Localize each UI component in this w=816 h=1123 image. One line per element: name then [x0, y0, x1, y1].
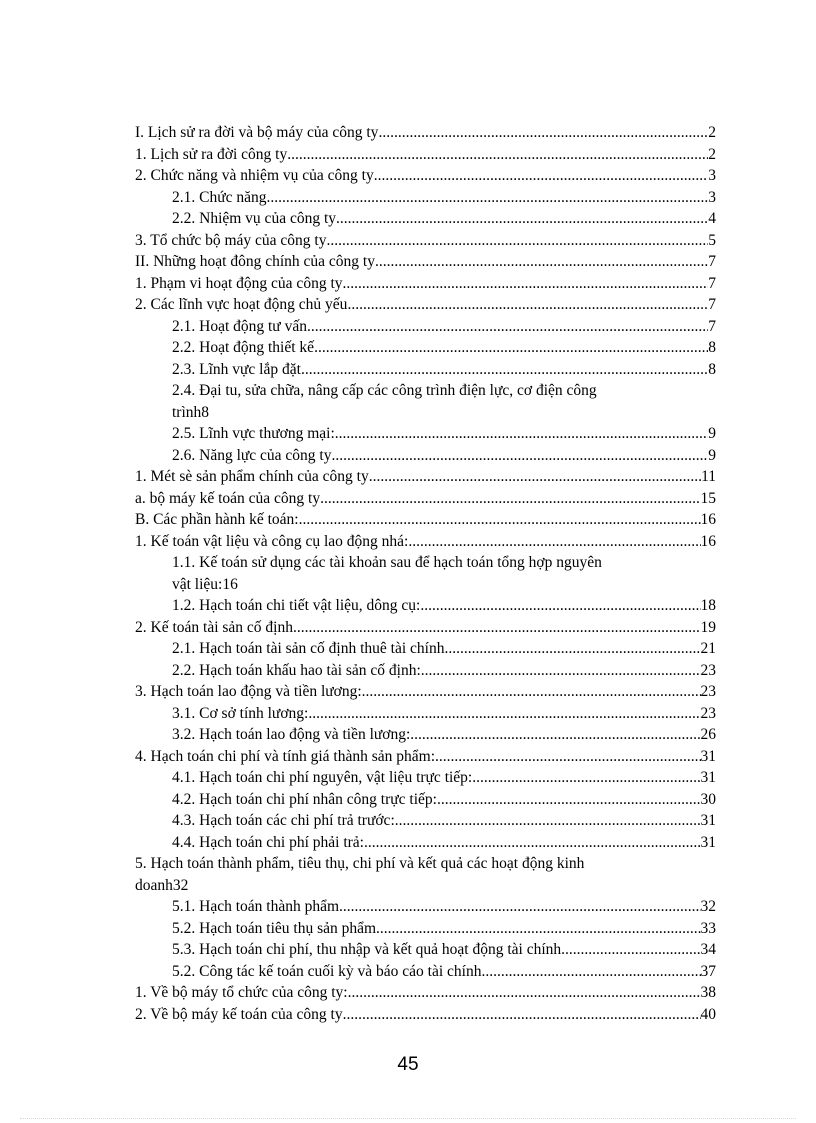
toc-leader-dots	[376, 918, 700, 940]
toc-entry	[135, 961, 716, 983]
toc-entry-title: 1. Mét sè sản phẩm chính của công ty	[135, 468, 369, 485]
toc-leader-dots	[343, 273, 709, 295]
toc-entry-page: 16	[222, 575, 238, 593]
toc-entry	[135, 982, 716, 1004]
toc-entry-page: 23	[700, 704, 716, 722]
toc-leader-dots	[395, 810, 701, 832]
toc-entry	[135, 939, 716, 961]
toc-entry	[135, 337, 716, 359]
toc-entry-title: 5.1. Hạch toán thành phẩm	[172, 898, 340, 915]
toc-entry-title-continued: vật liệu:	[172, 575, 223, 593]
toc-leader-dots	[435, 746, 700, 768]
toc-leader-dots	[378, 122, 708, 144]
toc-entry-title: 3. Tổ chức bộ máy của công ty	[135, 231, 327, 249]
toc-entry-title: 4.4. Hạch toán chi phí phải trả:	[172, 833, 364, 851]
toc-entry	[135, 853, 716, 896]
toc-entry-title: 4.3. Hạch toán các chi phí trả trước:	[172, 812, 395, 829]
toc-entry-page: 9	[708, 446, 716, 464]
toc-leader-dots	[437, 789, 701, 811]
toc-entry	[135, 466, 716, 488]
toc-entry-page: 3	[708, 167, 716, 184]
toc-entry	[135, 767, 716, 789]
toc-entry-page: 31	[700, 769, 716, 786]
toc-entry-page: 7	[708, 317, 716, 335]
toc-leader-dots	[331, 445, 708, 467]
toc-entry-page: 21	[700, 640, 716, 657]
toc-entry-page: 32	[172, 876, 189, 894]
toc-entry-title: 2. Về bộ máy kế toán của công ty	[135, 1005, 343, 1023]
toc-entry	[135, 681, 716, 703]
toc-entry-title: 5.3. Hạch toán chi phí, thu nhập và kết quả hoạt động tài chính	[172, 941, 562, 958]
toc-entry-page: 2	[708, 124, 716, 141]
toc-entry-page: 34	[700, 941, 716, 958]
toc-entry-page: 26	[700, 726, 716, 743]
toc-leader-dots	[472, 767, 700, 789]
toc-entry	[135, 638, 716, 660]
toc-entry	[135, 896, 716, 918]
toc-entry-title: 2.1. Chức năng	[172, 188, 267, 206]
toc-entry-page: 2	[708, 145, 716, 163]
toc-leader-dots	[410, 724, 700, 746]
toc-entry-page: 31	[700, 833, 716, 851]
toc-entry-page: 37	[700, 962, 716, 980]
toc-entry-title: 5.2. Hạch toán tiêu thụ sản phẩm	[172, 919, 377, 937]
toc-entry-title-continued: trình	[172, 403, 202, 421]
toc-entry	[135, 595, 716, 617]
toc-entry	[135, 789, 716, 811]
toc-leader-dots	[364, 832, 701, 854]
toc-entry-title-continued: doanh	[135, 876, 173, 894]
toc-leader-dots	[481, 961, 700, 983]
toc-leader-dots	[375, 251, 708, 273]
toc-entry	[135, 445, 716, 467]
toc-entry	[135, 617, 716, 639]
toc-entry	[135, 660, 716, 682]
toc-entry-page: 4	[708, 210, 716, 227]
toc-entry-page: 8	[708, 339, 716, 356]
toc-entry	[135, 187, 716, 209]
toc-leader-dots	[348, 982, 701, 1004]
toc-entry	[135, 531, 716, 553]
toc-leader-dots	[444, 638, 700, 660]
page-number: 45	[397, 1054, 419, 1075]
toc-leader-dots	[320, 488, 700, 510]
toc-entry-page: 33	[700, 919, 716, 937]
toc-leader-dots	[301, 359, 708, 381]
toc-entry	[135, 488, 716, 510]
toc-entry-page: 23	[700, 683, 716, 700]
toc-entry-title: 2.2. Hạch toán khấu hao tài sản cố định:	[172, 661, 421, 679]
toc-entry-page: 32	[700, 898, 716, 915]
toc-entry-title: 2.1. Hoạt động tư vấn	[172, 317, 307, 335]
toc-entry	[135, 918, 716, 940]
toc-entry-title: 5. Hạch toán thành phẩm, tiêu thụ, chi phí và kết quả các hoạt động kinh	[135, 855, 585, 872]
toc-entry-page: 38	[700, 984, 716, 1001]
toc-leader-dots	[299, 509, 701, 531]
toc-entry-page: 16	[700, 511, 716, 528]
toc-entry	[135, 208, 716, 230]
page-bottom-border	[20, 1118, 796, 1119]
toc-entry-page: 3	[708, 188, 716, 206]
toc-entry	[135, 359, 716, 381]
toc-entry-page: 40	[700, 1005, 716, 1023]
toc-entry-page: 18	[700, 597, 716, 614]
toc-entry-title: a. bộ máy kế toán của công ty	[135, 489, 321, 507]
toc-entry	[135, 552, 716, 595]
toc-entry-page: 5	[708, 231, 716, 249]
toc-entry-title: 4.2. Hạch toán chi phí nhân công trực tiếp:	[172, 790, 437, 808]
toc-entry-title: 1. Về bộ máy tổ chức của công ty:	[135, 984, 348, 1001]
toc-entry-title: 2.3. Lĩnh vực lắp đặt	[172, 360, 301, 378]
toc-entry-title: 1. Lịch sử ra đời công ty	[135, 145, 288, 163]
toc-leader-dots	[347, 294, 708, 316]
toc-entry-title: 2. Kế toán tài sản cố định	[135, 618, 293, 636]
toc-leader-dots	[561, 939, 700, 961]
toc-leader-dots	[343, 1004, 701, 1026]
toc-entry-title: 2.5. Lĩnh vực thương mại:	[172, 425, 335, 442]
toc-entry-page: 8	[201, 403, 210, 421]
toc-entry	[135, 122, 716, 144]
toc-entry	[135, 746, 716, 768]
toc-entry-title: 1. Phạm vi hoạt động của công ty	[135, 274, 343, 292]
toc-entry-page: 11	[701, 468, 716, 485]
toc-entry-title: 1.2. Hạch toán chi tiết vật liệu, dông cụ:	[172, 597, 421, 614]
toc-entry	[135, 144, 716, 166]
toc-entry-page: 7	[708, 274, 716, 292]
toc-entry	[135, 316, 716, 338]
toc-entry	[135, 380, 716, 423]
toc-entry	[135, 165, 716, 187]
toc-entry-title: 1.1. Kế toán sử dụng các tài khoản sau để hạch toán tổng hợp nguyên	[172, 554, 602, 571]
toc-leader-dots	[308, 703, 700, 725]
toc-entry-title: 2.2. Hoạt động thiết kế	[172, 339, 315, 356]
toc-leader-dots	[408, 531, 700, 553]
toc-entry-page: 8	[708, 360, 716, 378]
toc-entry	[135, 509, 716, 531]
toc-entry-title: 1. Kế toán vật liệu và công cụ lao động nhá:	[135, 532, 409, 550]
toc-entry	[135, 294, 716, 316]
toc-entry-title: 2.1. Hạch toán tài sản cố định thuê tài chính	[172, 640, 445, 657]
toc-entry-title: 2.2. Nhiệm vụ của công ty	[172, 210, 337, 227]
toc-entry	[135, 251, 716, 273]
toc-leader-dots	[420, 595, 700, 617]
toc-entry	[135, 703, 716, 725]
toc-leader-dots	[293, 617, 701, 639]
toc-leader-dots	[374, 165, 709, 187]
toc-entry-title: I. Lịch sử ra đời và bộ máy của công ty	[135, 124, 379, 141]
toc-entry	[135, 423, 716, 445]
toc-entry-title: 5.2. Công tác kế toán cuối kỳ và báo cáo tài chính	[172, 962, 482, 980]
toc-entry-title: 2.4. Đại tu, sửa chữa, nâng cấp các công trình điện lực, cơ điện công	[172, 382, 597, 399]
toc-leader-dots	[421, 660, 701, 682]
toc-entry-page: 9	[708, 425, 716, 442]
toc-leader-dots	[287, 144, 708, 166]
table-of-contents	[135, 122, 716, 1025]
toc-leader-dots	[369, 466, 701, 488]
toc-leader-dots	[326, 230, 708, 252]
toc-leader-dots	[314, 337, 708, 359]
toc-entry-title: 3.2. Hạch toán lao động và tiền lương:	[172, 726, 411, 743]
toc-entry-page: 16	[700, 532, 716, 550]
toc-entry-page: 15	[700, 489, 716, 507]
toc-leader-dots	[336, 208, 708, 230]
toc-entry-page: 7	[708, 253, 716, 270]
toc-entry	[135, 273, 716, 295]
toc-entry	[135, 230, 716, 252]
toc-leader-dots	[335, 423, 708, 445]
toc-entry-title: 4. Hạch toán chi phí và tính giá thành sản phẩm:	[135, 747, 436, 765]
toc-entry-title: 2. Chức năng và nhiệm vụ của công ty	[135, 167, 374, 184]
toc-entry-title: 4.1. Hạch toán chi phí nguyên, vật liệu trực tiếp:	[172, 769, 473, 786]
toc-entry-page: 31	[700, 747, 716, 765]
toc-entry	[135, 724, 716, 746]
toc-entry-page: 23	[700, 661, 716, 679]
toc-entry-title: B. Các phần hành kế toán:	[135, 511, 299, 528]
toc-leader-dots	[339, 896, 700, 918]
toc-entry-page: 30	[700, 790, 716, 808]
toc-entry-title: 2.6. Năng lực của công ty	[172, 446, 332, 464]
toc-entry-title: II. Những hoạt đông chính của công ty	[135, 253, 375, 270]
toc-entry	[135, 810, 716, 832]
toc-entry-page: 7	[708, 296, 716, 313]
toc-leader-dots	[307, 316, 708, 338]
toc-entry	[135, 1004, 716, 1026]
toc-entry-title: 3.1. Cơ sở tính lương:	[172, 704, 309, 722]
toc-entry	[135, 832, 716, 854]
toc-leader-dots	[362, 681, 701, 703]
toc-leader-dots	[267, 187, 709, 209]
toc-entry-title: 2. Các lĩnh vực hoạt động chủ yếu	[135, 296, 348, 313]
toc-entry-page: 31	[700, 812, 716, 829]
toc-entry-title: 3. Hạch toán lao động và tiền lương:	[135, 683, 362, 700]
toc-entry-page: 19	[700, 618, 716, 636]
